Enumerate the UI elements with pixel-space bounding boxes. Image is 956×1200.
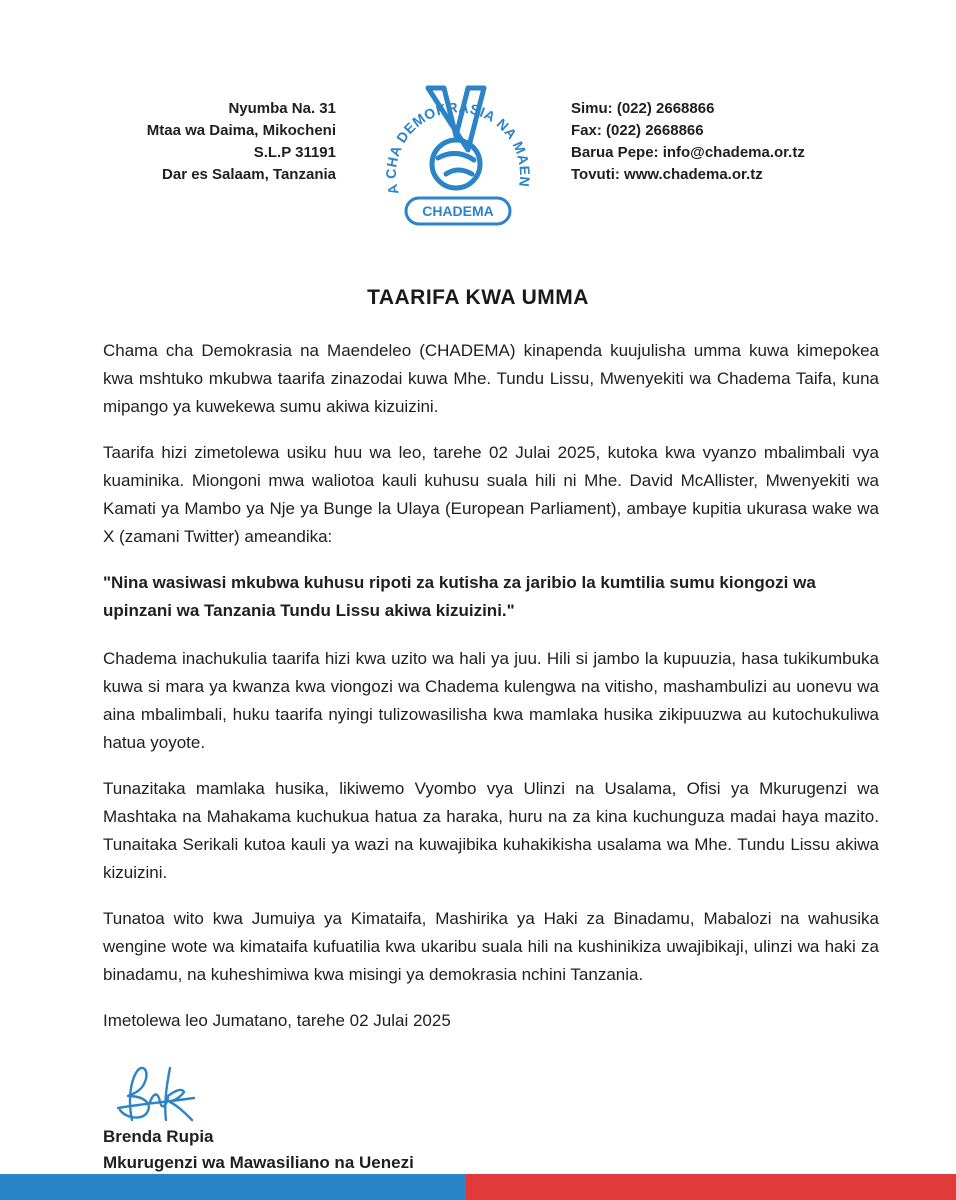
logo-badge-text: CHADEMA: [422, 203, 494, 219]
paragraph: Taarifa hizi zimetolewa usiku huu wa leo, tarehe 02 Julai 2025, kutoka kwa vyanzo mbalimbali vya kuaminika. Miongoni mwa waliotoa kauli kuhusu suala hili ni Mhe. David McAllister, Mwenyekiti wa Kamati ya Mambo ya Nje ya Bunge la Ulaya (European Parliament), ambaye kupitia ukurasa wake wa X (zamani Twitter) ameandika:: [103, 443, 879, 546]
contact-email: Barua Pepe: info@chadema.or.tz: [571, 144, 805, 161]
handwritten-signature: [110, 1062, 200, 1132]
footer-blue-stripe: [0, 1174, 466, 1200]
signatory-block: [103, 1124, 603, 1176]
address-line: S.L.P 31191: [253, 144, 336, 161]
paragraph: Chadema inachukulia taarifa hizi kwa uzito wa hali ya juu. Hili si jambo la kupuuzia, hasa tukikumbuka kuwa si mara ya kwanza kwa viongozi wa Chadema kulengwa na vitisho, mashambulizi au uonevu wa aina mbalimbali, huku taarifa nyingi tulizowasilisha kwa mamlaka husika zikipuuzwa au kutochukuliwa hatua yoyote.: [103, 649, 879, 752]
contact-website: Tovuti: www.chadema.or.tz: [571, 166, 763, 183]
address-line: Mtaa wa Daima, Mikocheni: [146, 122, 336, 139]
document-body: [103, 337, 879, 1053]
address-line: Nyumba Na. 31: [228, 100, 336, 117]
quote-paragraph: "Nina wasiwasi mkubwa kuhusu ripoti za kutisha za jaribio la kumtilia sumu kiongozi wa upinzani wa Tanzania Tundu Lissu akiwa kizuizini.": [103, 573, 816, 620]
paragraph: Chama cha Demokrasia na Maendeleo (CHADEMA) kinapenda kuujulisha umma kuwa kimepokea kwa mshtuko mkubwa taarifa zinazodai kuwa Mhe. Tundu Lissu, Mwenyekiti wa Chadema Taifa, kuna mipango ya kuwekewa sumu akiwa kizuizini.: [103, 341, 879, 416]
footer-red-stripe: [466, 1174, 956, 1200]
issued-date-line: Imetolewa leo Jumatano, tarehe 02 Julai 2025: [103, 1011, 451, 1030]
address-block: [100, 98, 336, 186]
contact-fax: Fax: (022) 2668866: [571, 122, 704, 139]
footer-bar: [0, 1174, 956, 1200]
chadema-logo: [368, 50, 548, 234]
contact-block: [571, 98, 901, 186]
signatory-name: Brenda Rupia: [103, 1127, 214, 1146]
paragraph: Tunazitaka mamlaka husika, likiwemo Vyombo vya Ulinzi na Usalama, Ofisi ya Mkurugenzi wa Mashtaka na Mahakama kuchukua hatua za haraka, huru na za kina kuchunguza madai haya mazito. Tunaitaka Serikali kutoa kauli ya wazi na kuwajibika kuhakikisha usalama wa Mhe. Tundu Lissu akiwa kizuizini.: [103, 779, 879, 882]
paragraph: Tunatoa wito kwa Jumuiya ya Kimataifa, Mashirika ya Haki za Binadamu, Mabalozi na wahusika wengine wote wa kimataifa kufuatilia kwa ukaribu suala hili na kushinikiza uwajibikaji, ulinzi wa haki za binadamu, na kuheshimiwa kwa misingi ya demokrasia nchini Tanzania.: [103, 909, 879, 984]
address-line: Dar es Salaam, Tanzania: [162, 166, 336, 183]
document-title: TAARIFA KWA UMMA: [367, 286, 589, 309]
signatory-position: Mkurugenzi wa Mawasiliano na Uenezi: [103, 1153, 414, 1172]
logo-arc-text: A CHA DEMOKRASIA NA MAEN: [382, 99, 534, 197]
contact-phone: Simu: (022) 2668866: [571, 100, 715, 117]
